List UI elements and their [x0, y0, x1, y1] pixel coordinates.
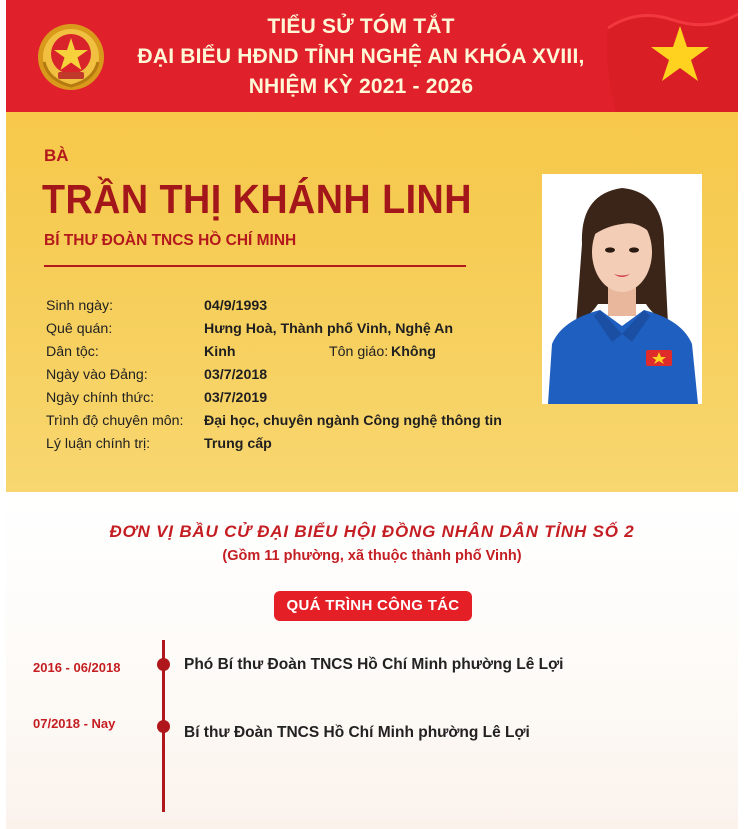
header-title-line3: NHIỆM KỲ 2021 - 2026: [248, 75, 474, 98]
timeline-period: 07/2018 - Nay: [33, 716, 116, 731]
timeline-text: Phó Bí thư Đoàn TNCS Hồ Chí Minh phường Lê Lợi: [184, 656, 564, 673]
info-label: Sinh ngày:: [46, 298, 114, 314]
header-title-line1: TIỂU SỬ TÓM TẮT: [267, 15, 455, 38]
timeline-text: Bí thư Đoàn TNCS Hồ Chí Minh phường Lê Lợi: [184, 724, 530, 741]
info-value: Hưng Hoà, Thành phố Vinh, Nghệ An: [204, 321, 454, 337]
info-value: Không: [391, 344, 436, 360]
header-title-line2: ĐẠI BIỂU HĐND TỈNH NGHỆ AN KHÓA XVIII,: [137, 45, 585, 68]
portrait-photo: [542, 174, 702, 404]
header-title: [116, 12, 606, 102]
constituency-title: ĐƠN VỊ BẦU CỬ ĐẠI BIỂU HỘI ĐỒNG NHÂN DÂN TỈNH SỐ 2: [109, 522, 635, 541]
timeline-period: 2016 - 06/2018: [33, 660, 121, 675]
timeline-dot: [157, 720, 170, 733]
timeline-dot: [157, 658, 170, 671]
info-label: Lý luận chính trị:: [46, 436, 151, 452]
info-label: Trình độ chuyên môn:: [46, 413, 184, 429]
delegate-name: TRẦN THỊ KHÁNH LINH: [42, 176, 472, 222]
info-label: Dân tộc:: [46, 344, 99, 360]
honorific: BÀ: [44, 146, 69, 165]
info-value: 03/7/2019: [204, 390, 268, 406]
info-label: Quê quán:: [46, 321, 113, 337]
info-value: Trung cấp: [204, 436, 272, 452]
vietnam-flag-icon: [598, 8, 738, 112]
delegate-position: BÍ THƯ ĐOÀN TNCS HỒ CHÍ MINH: [44, 232, 297, 249]
career-heading: QUÁ TRÌNH CÔNG TÁC: [274, 591, 472, 621]
lower-section: [6, 492, 738, 829]
info-value: 04/9/1993: [204, 298, 268, 314]
info-value: Kinh: [204, 344, 236, 360]
profile-section: [6, 112, 738, 492]
info-label: Tôn giáo:: [329, 344, 389, 360]
constituency-subtitle: (Gồm 11 phường, xã thuộc thành phố Vinh): [222, 548, 522, 564]
info-value: 03/7/2018: [204, 367, 268, 383]
header-banner: [6, 0, 738, 112]
divider: [44, 265, 466, 267]
national-emblem-icon: [36, 22, 106, 92]
info-label: Ngày vào Đảng:: [46, 367, 148, 383]
info-label: Ngày chính thức:: [46, 390, 155, 406]
info-value: Đại học, chuyên ngành Công nghệ thông tin: [204, 413, 502, 429]
